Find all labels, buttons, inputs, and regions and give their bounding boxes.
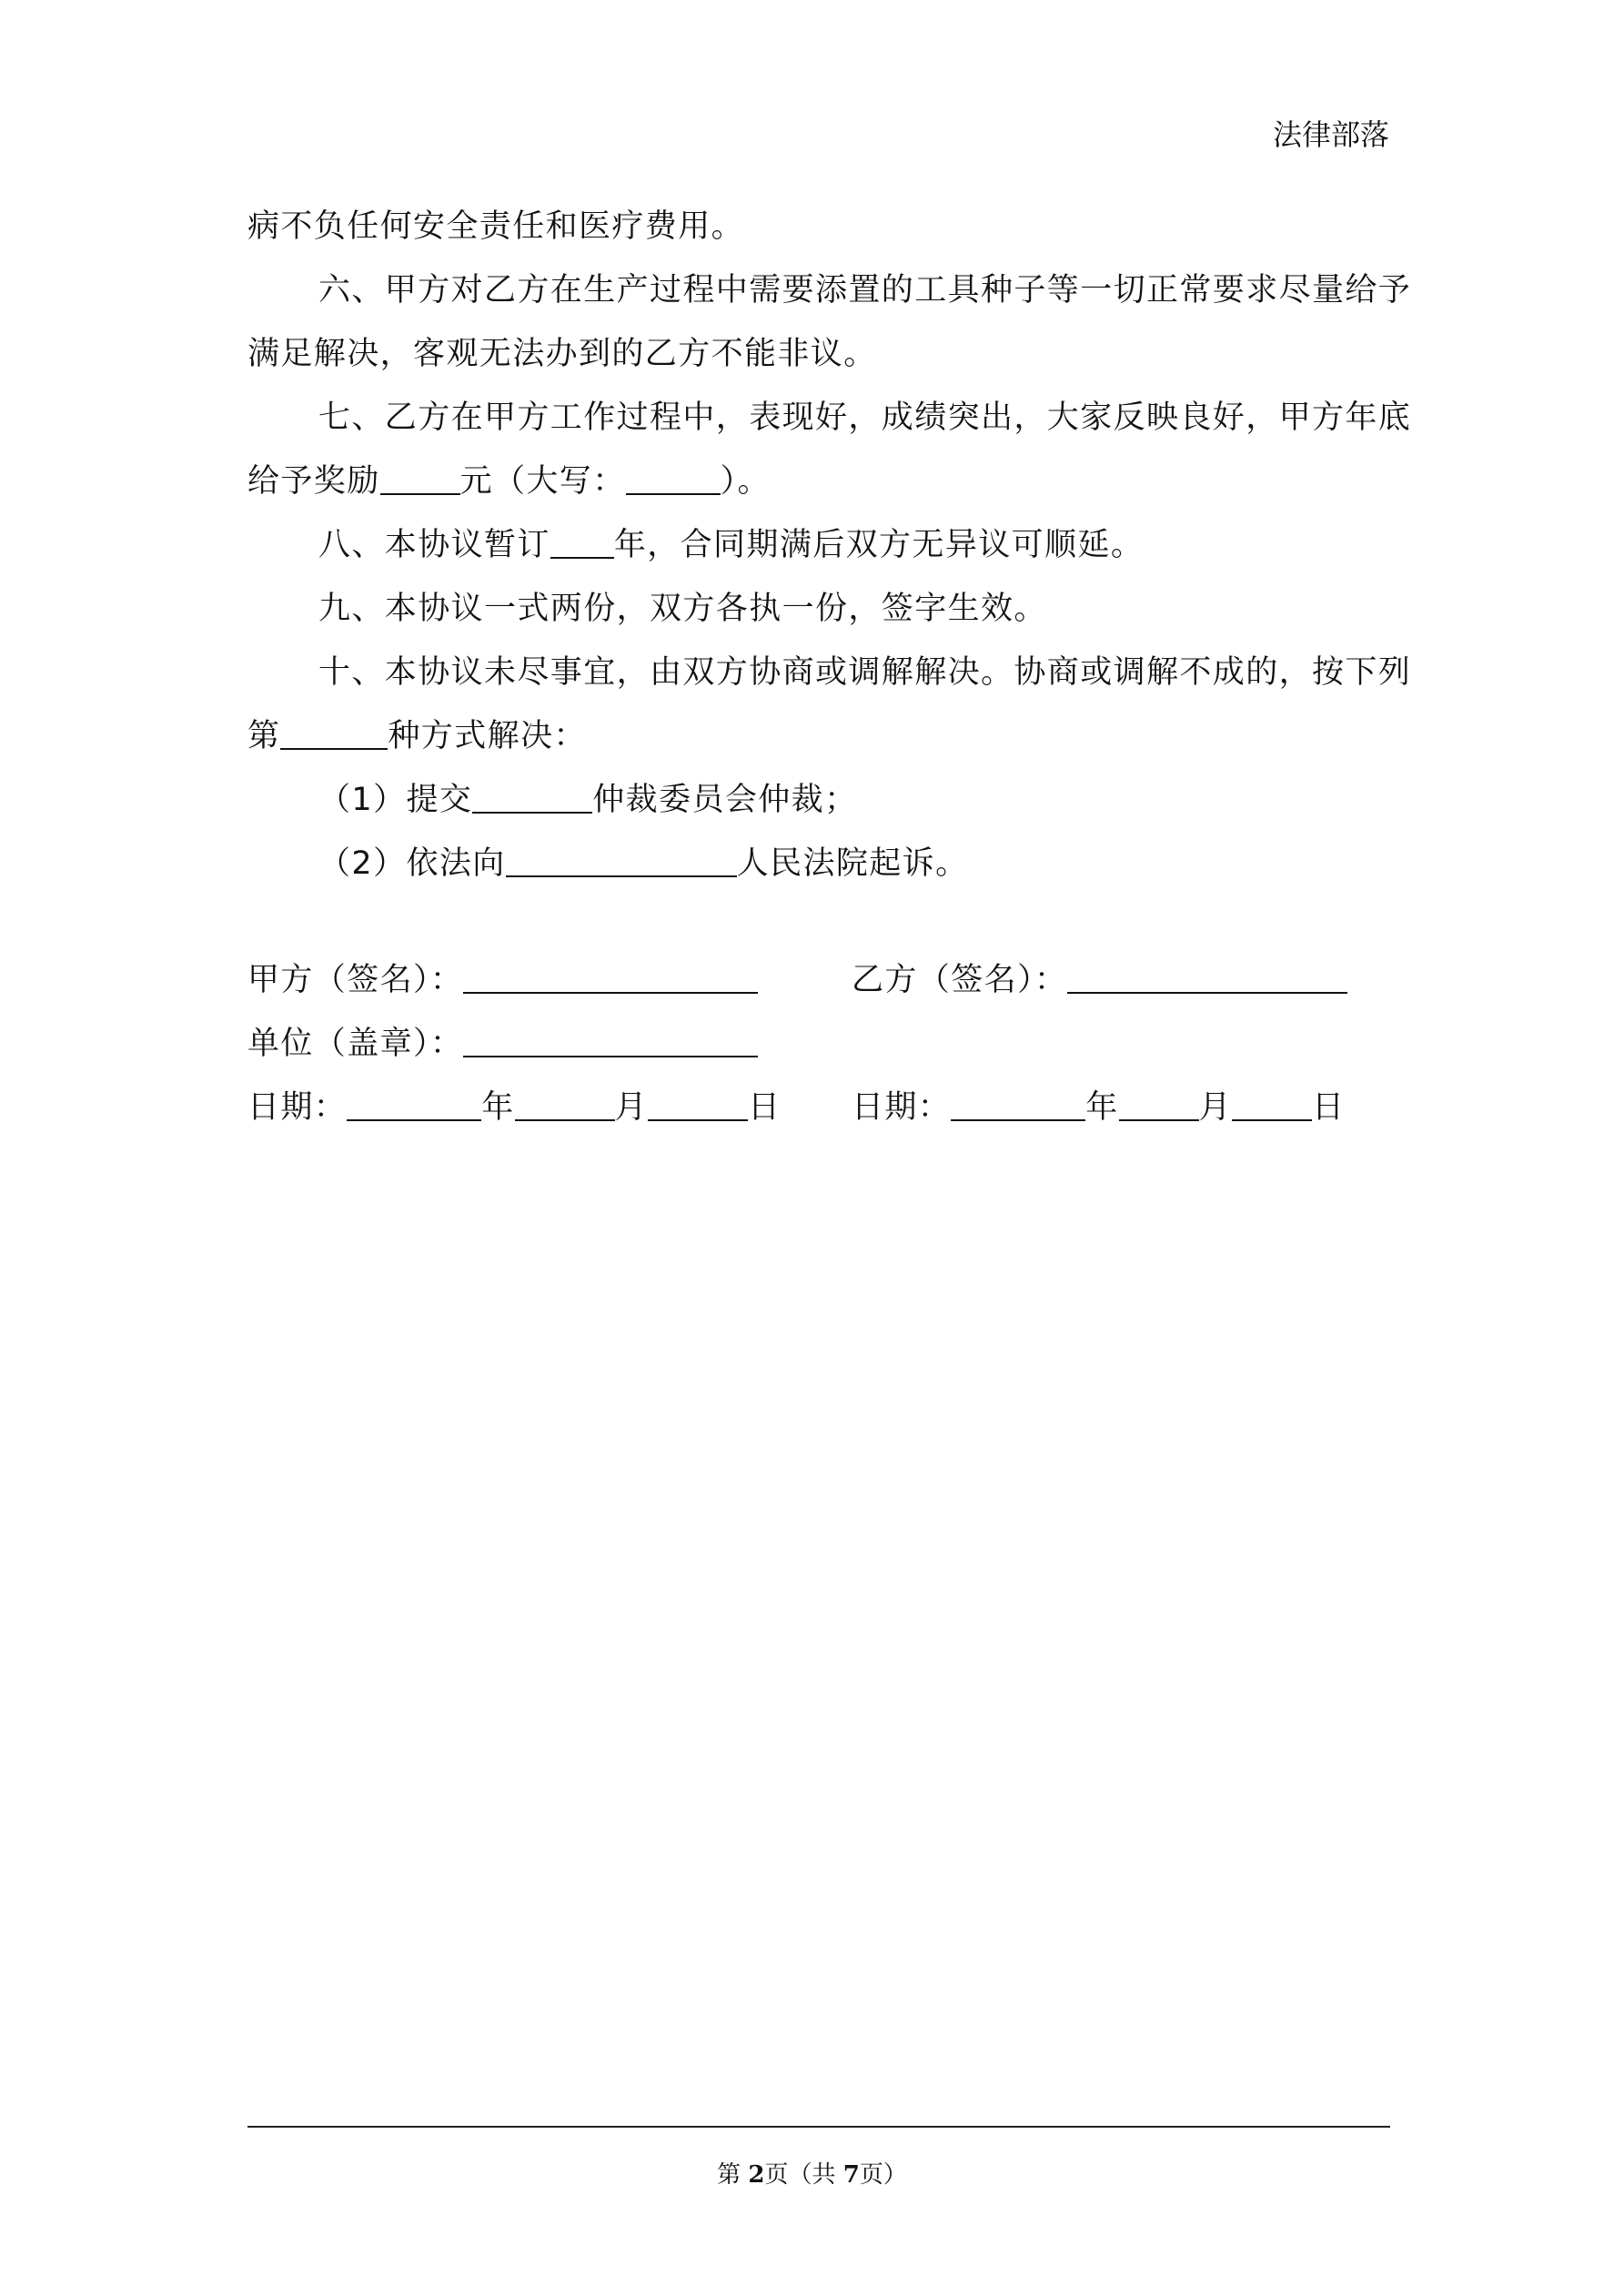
party-a-day-field[interactable] [648, 1085, 748, 1121]
clause-10-line-1: 十、本协议未尽事宜，由双方协商或调解解决。协商或调解不成的，按下列 [318, 654, 1412, 691]
party-b-day-field[interactable] [1232, 1085, 1312, 1121]
party-b-date-label: 日期： [852, 1089, 952, 1126]
party-b-year-field[interactable] [951, 1085, 1085, 1121]
body-line: 病不负任何安全责任和医疗费用。 [247, 208, 745, 245]
unit-seal-label: 单位（盖章）： [247, 1026, 464, 1062]
party-a-date-label: 日期： [247, 1089, 348, 1126]
header-site-name: 法律部落 [1272, 117, 1389, 152]
party-a-sign-label: 甲方（签名）： [247, 962, 464, 998]
party-b-month-field[interactable] [1119, 1085, 1199, 1121]
party-b-sign-group [852, 948, 1347, 1012]
party-a-year-field[interactable] [347, 1085, 481, 1121]
party-a-signature-field[interactable] [463, 957, 758, 994]
signature-row-unit [247, 1012, 1390, 1076]
document-body [247, 195, 1412, 895]
agreement-years-blank[interactable] [550, 522, 614, 559]
clause-7-line-2: 给予奖励 元（大写： ）。 [247, 450, 1390, 513]
clause-10-line-2: 第 种方式解决： [247, 704, 1390, 768]
signature-block [247, 948, 1390, 1139]
footer-divider [247, 2126, 1390, 2128]
clause-8: 八、本协议暂订 年，合同期满后双方无异议可顺延。 [247, 513, 1390, 577]
clause-6-line-1: 六、甲方对乙方在生产过程中需要添置的工具种子等一切正常要求尽量给予 [318, 272, 1412, 308]
dispute-method-blank[interactable] [280, 713, 388, 750]
party-a-month-field[interactable] [515, 1085, 615, 1121]
page-footer: 第 2页（共 7页） [717, 2161, 907, 2189]
clause-7-line-1: 七、乙方在甲方工作过程中，表现好，成绩突出，大家反映良好，甲方年底 [318, 400, 1412, 436]
page-header [1273, 115, 1389, 155]
unit-seal-field[interactable] [463, 1021, 758, 1057]
option-2-court: （2）依法向 人民法院起诉。 [247, 832, 1390, 895]
signature-row-names [247, 948, 1390, 1012]
clause-6-line-2: 满足解决，客观无法办到的乙方不能非议。 [247, 336, 877, 372]
option-1-arbitration: （1）提交 仲裁委员会仲裁； [247, 768, 1390, 832]
reward-amount-blank[interactable] [380, 459, 460, 495]
current-page-number: 2 [748, 2161, 765, 2189]
party-b-date-group: 日期： 年 月 日 [852, 1076, 1345, 1139]
clause-9: 九、本协议一式两份，双方各执一份，签字生效。 [318, 591, 1047, 627]
reward-amount-capital-blank[interactable] [626, 459, 721, 495]
total-page-count: 7 [842, 2161, 860, 2189]
signature-row-dates: 日期： 年 月 日 日期： 年 月 日 [247, 1076, 1390, 1139]
party-b-sign-label: 乙方（签名）： [852, 962, 1068, 998]
court-name-blank[interactable] [506, 841, 737, 877]
party-b-signature-field[interactable] [1067, 957, 1347, 994]
arbitration-committee-blank[interactable] [472, 777, 592, 814]
